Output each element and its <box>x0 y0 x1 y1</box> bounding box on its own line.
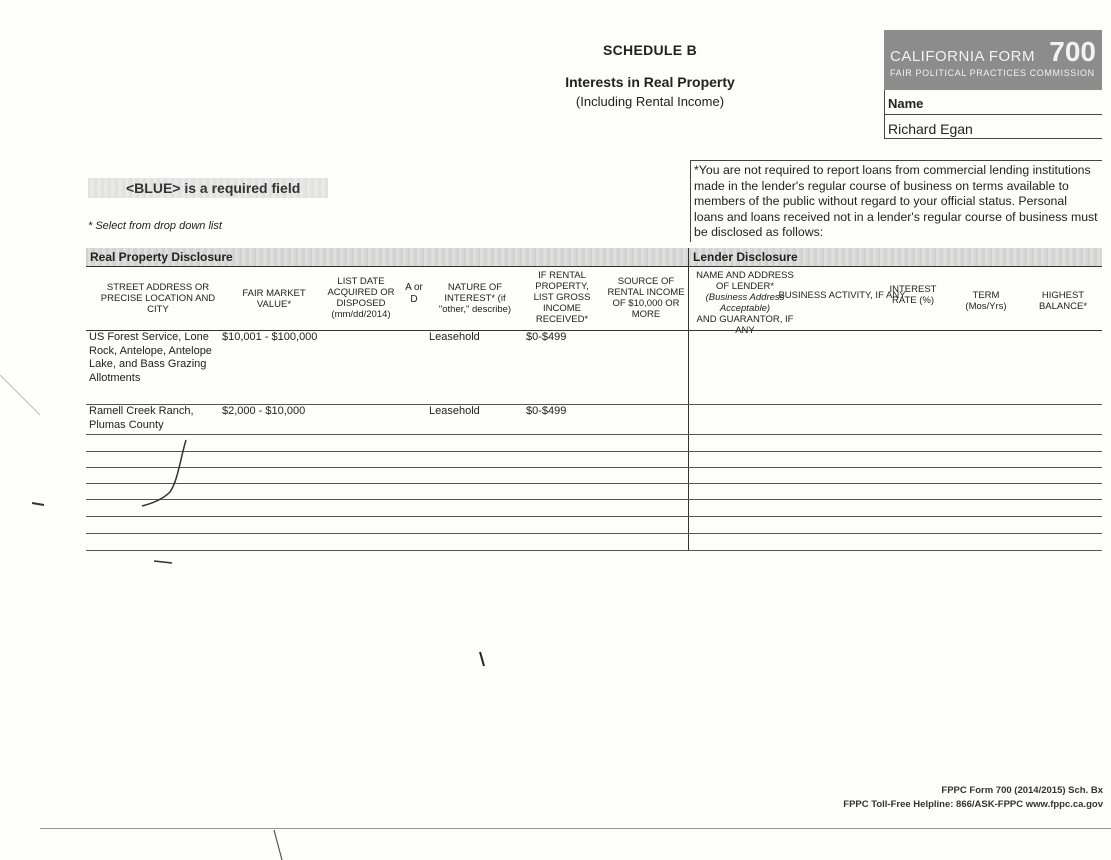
col-header-nature: NATURE OF INTEREST* (if "other," describe) <box>438 282 512 315</box>
scan-dash-mark <box>154 561 172 563</box>
col-header-interest-rate: INTEREST RATE (%) <box>889 284 937 306</box>
scan-line-mark <box>274 830 282 860</box>
section-divider <box>688 248 689 550</box>
name-underline <box>884 138 1102 139</box>
col-header-lender-address: (Business Address Acceptable) <box>705 292 785 314</box>
col-header-business: BUSINESS ACTIVITY, IF ANY <box>778 290 906 301</box>
row-divider <box>86 483 1102 484</box>
table-bottom-rule <box>86 550 1102 551</box>
col-header-address: STREET ADDRESS OR PRECISE LOCATION AND CITY <box>100 282 216 315</box>
loan-disclosure-note: *You are not required to report loans from commercial lending institutions made in the lender's regular course of business on terms available to members of the public without regard to your official status. Personal loans and loans received not in a lender's regular course of business must be disclosed as follows: <box>690 160 1102 242</box>
row1-rental-income[interactable]: $0-$499 <box>526 331 567 343</box>
row-divider <box>86 499 1102 500</box>
name-field[interactable]: Richard Egan <box>888 121 973 137</box>
scan-tick-mark <box>480 652 484 666</box>
form-version-footer: FPPC Form 700 (2014/2015) Sch. Bx <box>941 785 1103 796</box>
row1-address[interactable]: US Forest Service, Lone Rock, Antelope, Antelope Lake, and Bass Grazing Allotments <box>89 331 212 384</box>
scan-dash-mark <box>32 503 44 505</box>
col-header-lender <box>690 270 800 336</box>
dropdown-note: * Select from drop down list <box>88 220 222 232</box>
col-header-list-date: LIST DATE ACQUIRED OR DISPOSED (mm/dd/2014) <box>327 276 395 320</box>
col-header-lender-guarantor: AND GUARANTOR, IF ANY <box>696 314 794 336</box>
name-divider <box>884 114 1102 115</box>
lender-section-title: Lender Disclosure <box>693 250 798 264</box>
col-header-a-or-d: A or D <box>405 282 423 305</box>
schedule-title: SCHEDULE B <box>602 42 697 58</box>
row2-nature[interactable]: Leasehold <box>429 405 480 417</box>
commission-name: FAIR POLITICAL PRACTICES COMMISSION <box>890 68 1095 78</box>
col-header-rental-source: SOURCE OF RENTAL INCOME OF $10,000 OR MORE <box>607 276 685 320</box>
row2-address[interactable]: Ramell Creek Ranch, Plumas County <box>89 405 194 431</box>
row2-fmv[interactable]: $2,000 - $10,000 <box>222 405 306 417</box>
col-header-lender-name: NAME AND ADDRESS OF LENDER* <box>696 270 794 292</box>
schedule-subheading: (Including Rental Income) <box>575 94 725 109</box>
property-section-title: Real Property Disclosure <box>90 250 233 264</box>
pen-stroke-mark <box>142 440 186 506</box>
row-divider <box>86 451 1102 452</box>
col-header-balance: HIGHEST BALANCE* <box>1038 290 1088 312</box>
row1-fmv[interactable]: $10,001 - $100,000 <box>222 331 318 343</box>
schedule-heading: Interests in Real Property <box>565 74 735 90</box>
row2-rental-income[interactable]: $0-$499 <box>526 405 567 417</box>
required-field-text: <BLUE> is a required field <box>126 180 301 196</box>
scan-line-mark <box>0 375 40 415</box>
row-divider <box>86 516 1102 517</box>
row-divider <box>86 533 1102 534</box>
col-header-term: TERM (Mos/Yrs) <box>965 290 1007 312</box>
table-top-rule <box>86 266 1102 267</box>
required-field-note <box>88 178 328 198</box>
col-header-rental-income: IF RENTAL PROPERTY, LIST GROSS INCOME RECEIVED* <box>533 270 591 325</box>
form-number: 700 <box>1049 36 1096 67</box>
col-header-fmv: FAIR MARKET VALUE* <box>242 288 306 310</box>
row-divider <box>86 467 1102 468</box>
form-name: CALIFORNIA FORM <box>890 48 1036 65</box>
row-divider <box>86 434 1102 435</box>
page-bottom-edge <box>40 828 1111 829</box>
helpline-footer: FPPC Toll-Free Helpline: 866/ASK-FPPC www.fppc.ca.gov <box>843 799 1103 810</box>
row1-nature[interactable]: Leasehold <box>429 331 480 343</box>
form-id-box <box>884 30 1102 90</box>
name-label: Name <box>888 96 924 111</box>
